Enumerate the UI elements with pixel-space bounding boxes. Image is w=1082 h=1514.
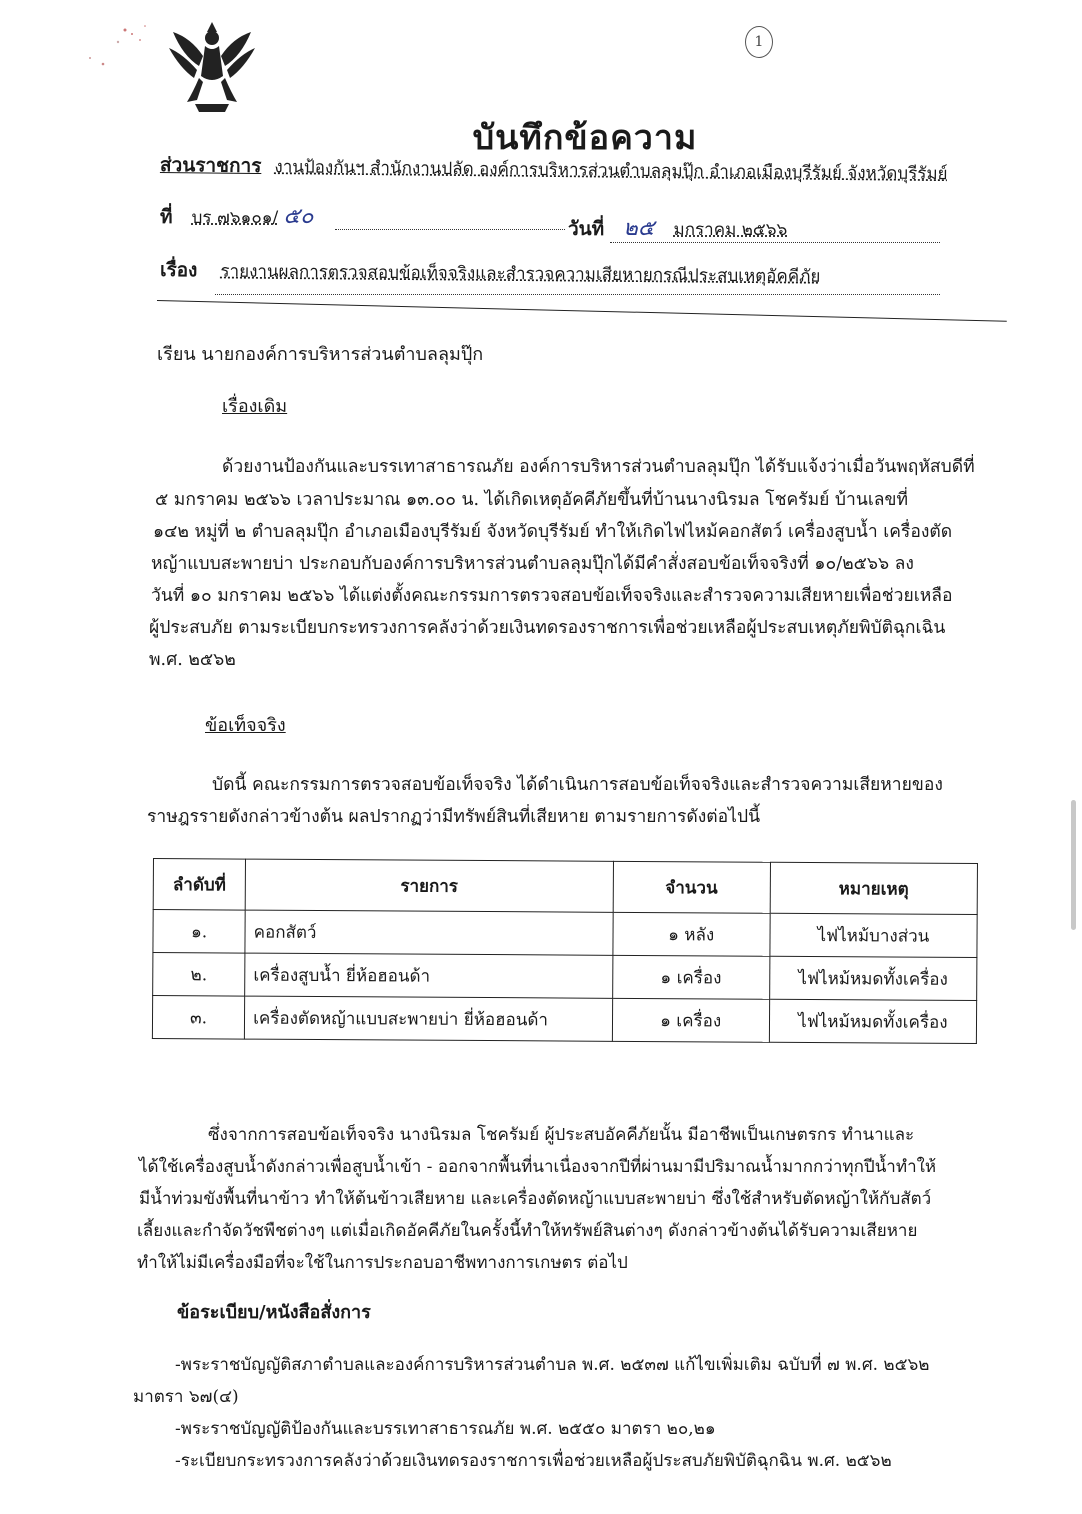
findings-line-1: ซึ่งจากการสอบข้อเท็จจริง นางนิรมล โชครัมย์ ผู้ประสบอัคคีภัยนั้น มีอาชีพเป็นเกษตรกร ทำนาและ [208, 1125, 915, 1145]
table-row [153, 910, 977, 958]
cell-no: ๓. [152, 996, 244, 1040]
cell-item: คอกสัตว์ [245, 910, 613, 955]
background-heading: เรื่องเดิม [222, 396, 288, 417]
cell-qty: ๑ เครื่อง [612, 955, 769, 999]
memo-title: บันทึกข้อความ [472, 118, 698, 158]
table-header-row [153, 859, 977, 915]
agency-value: งานป้องกันฯ สำนักงานปลัด องค์การบริหารส่วนตำบลลุมปุ๊ก อำเภอเมืองบุรีรัมย์ จังหวัดบุรีรัมย์ [274, 157, 948, 185]
cell-no: ๒. [153, 953, 245, 997]
regulation-line-4: -ระเบียบกระทรวงการคลังว่าด้วยเงินทดรองราชการเพื่อช่วยเหลือผู้ประสบภัยพิบัติฉุกฉิน พ.ศ. ๒๕๖๒ [175, 1451, 892, 1471]
cell-qty: ๑ เครื่อง [612, 998, 769, 1042]
garuda-emblem-icon [165, 18, 260, 118]
ref-line [160, 198, 313, 233]
background-line-2: ๕ มกราคม ๒๕๖๖ เวลาประมาณ ๑๓.๐๐ น. ได้เกิดเหตุอัคคีภัยขึ้นที่บ้านนางนิรมล โชครัมย์ บ้านเลขที่ [155, 490, 909, 510]
findings-line-4: เลี้ยงและกำจัดวัชพืชต่างๆ แต่เมื่อเกิดอัคคีภัยในครั้งนี้ทำให้ทรัพย์สินต่างๆ ดังกล่าวข้างต้นได้รับความเสียหาย [137, 1221, 918, 1241]
cell-item: เครื่องตัดหญ้าแบบสะพายบ่า ยี่ห้อฮอนด้า [245, 996, 613, 1041]
regulations-heading: ข้อระเบียบ/หนังสือสั่งการ [177, 1302, 371, 1323]
facts-line-1: บัดนี้ คณะกรรมการตรวจสอบข้อเท็จจริง ได้ดำเนินการสอบข้อเท็จจริงและสำรวจความเสียหายของ [212, 775, 943, 795]
cell-qty: ๑ หลัง [612, 912, 769, 956]
subject-label: เรื่อง [159, 259, 198, 282]
subject-line [160, 255, 821, 291]
col-header-no: ลำดับที่ [153, 859, 245, 911]
ref-dotted-line [335, 229, 565, 230]
page-number-circle: 1 [745, 26, 773, 58]
ink-spatter-decoration [70, 20, 160, 80]
col-header-qty: จำนวน [613, 861, 770, 913]
cell-remark: ไฟไหม้หมดทั้งเครื่อง [769, 999, 977, 1043]
background-line-7: พ.ศ. ๒๕๖๒ [149, 650, 236, 670]
findings-line-5: ทำให้ไม่มีเครื่องมือที่จะใช้ในการประกอบอาชีพทางการเกษตร ต่อไป [137, 1253, 628, 1273]
subject-dotted-line [215, 294, 940, 295]
facts-heading: ข้อเท็จจริง [205, 715, 286, 736]
regulation-line-1: -พระราชบัญญัติสภาตำบลและองค์การบริหารส่วนตำบล พ.ศ. ๒๕๓๗ แก้ไขเพิ่มเติม ฉบับที่ ๗ พ.ศ. ๒๕๖๒ [175, 1355, 930, 1375]
col-header-item: รายการ [245, 859, 613, 912]
ref-value: บร ๗๖๑๐๑/ [191, 208, 279, 228]
date-day-handwritten: ๒๕ [623, 216, 655, 241]
cell-item: เครื่องสูบน้ำ ยี่ห้อฮอนด้า [245, 953, 613, 998]
background-line-4: หญ้าแบบสะพายบ่า ประกอบกับองค์การบริหารส่วนตำบลลุมปุ๊กได้มีคำสั่งสอบข้อเท็จจริงที่ ๑๐/๒๕๖๖ ลง [151, 554, 914, 574]
salutation: เรียน นายกองค์การบริหารส่วนตำบลลุมปุ๊ก [157, 344, 484, 365]
header-divider [157, 300, 1007, 322]
background-line-3: ๑๔๒ หมู่ที่ ๒ ตำบลลุมปุ๊ก อำเภอเมืองบุรีรัมย์ จังหวัดบุรีรัมย์ ทำให้เกิดไฟไหม้คอกสัตว์ เครื่องสูบน้ำ เครื่องตัด [153, 522, 953, 542]
col-header-remark: หมายเหตุ [770, 862, 978, 914]
cell-remark: ไฟไหม้บางส่วน [770, 913, 978, 957]
cell-no: ๑. [153, 910, 245, 954]
subject-value: รายงานผลการตรวจสอบข้อเท็จจริงและสำรวจความเสียหายกรณีประสบเหตุอัคคีภัย [220, 261, 821, 287]
background-line-1: ด้วยงานป้องกันและบรรเทาสาธารณภัย องค์การบริหารส่วนตำบลลุมปุ๊ก ได้รับแจ้งว่าเมื่อวันพฤหัสบดีที่ [222, 457, 975, 477]
background-line-5: วันที่ ๑๐ มกราคม ๒๕๖๖ ได้แต่งตั้งคณะกรรมการตรวจสอบข้อเท็จจริงและสำรวจความเสียหายเพื่อช่วยเหลือ [151, 586, 953, 606]
agency-label: ส่วนราชการ [159, 154, 262, 178]
regulation-line-3: -พระราชบัญญัติป้องกันและบรรเทาสาธารณภัย พ.ศ. ๒๕๕๐ มาตรา ๒๐,๒๑ [175, 1419, 716, 1439]
ref-handwritten-number: ๕๐ [283, 204, 314, 229]
findings-line-2: ได้ใช้เครื่องสูบน้ำดังกล่าวเพื่อสูบน้ำเข้า - ออกจากพื้นที่นาเนื่องจากปีที่ผ่านมามีปริมาณน้ำมากกว่าทุกปีน้ำทำให้ [139, 1157, 937, 1177]
date-label: วันที่ [568, 218, 605, 240]
background-line-6: ผู้ประสบภัย ตามระเบียบกระทรวงการคลังว่าด้วยเงินทดรองราชการเพื่อช่วยเหลือผู้ประสบเหตุภัยพิบัติฉุกเฉิน [149, 618, 946, 638]
cell-remark: ไฟไหม้หมดทั้งเครื่อง [769, 956, 977, 1000]
regulation-line-2: มาตรา ๖๗(๔) [133, 1387, 239, 1407]
findings-line-3: มีน้ำท่วมขังพื้นที่นาข้าว ทำให้ต้นข้าวเสียหาย และเครื่องตัดหญ้าแบบสะพายบ่า ซึ่งใช้สำหรับตัดหญ้าให้กับสัตว์ [139, 1189, 932, 1209]
date-month-year: มกราคม ๒๕๖๖ [673, 220, 788, 240]
date-line [568, 210, 787, 245]
scrollbar-thumb[interactable] [1071, 800, 1076, 930]
table-row [152, 996, 976, 1044]
table-row [153, 953, 977, 1001]
damage-table [152, 858, 978, 1044]
ref-label: ที่ [160, 206, 173, 228]
date-dotted-line [610, 242, 940, 243]
facts-line-2: ราษฎรรายดังกล่าวข้างต้น ผลปรากฏว่ามีทรัพย์สินที่เสียหาย ตามรายการดังต่อไปนี้ [147, 807, 761, 827]
